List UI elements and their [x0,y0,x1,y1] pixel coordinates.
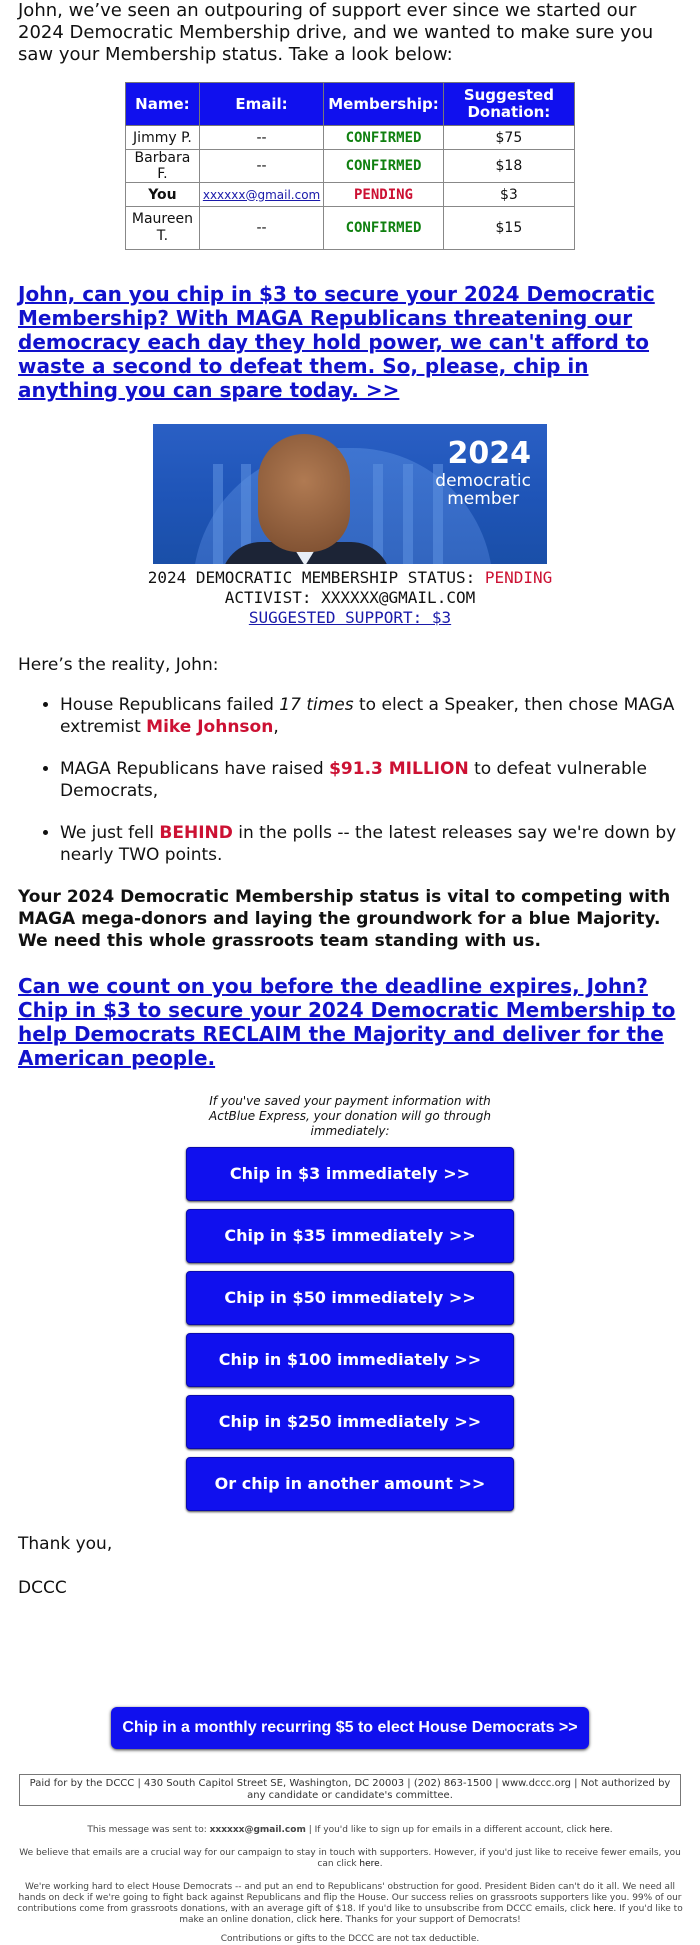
col-email: Email: [199,83,323,126]
chip-in-100-button[interactable]: Chip in $100 immediately >> [186,1333,514,1387]
chip-in-250-button[interactable]: Chip in $250 immediately >> [186,1395,514,1449]
bullet-text: to elect a Speaker, then chose MAGA extremist [60,695,675,737]
membership-status-block [0,568,700,628]
signature: DCCC [18,1578,67,1598]
monthly-recurring-button[interactable]: Chip in a monthly recurring $5 to elect House Democrats >> [111,1707,589,1749]
online-donation-link[interactable]: here [319,1915,340,1925]
column-shape [213,464,223,564]
cta-link[interactable]: Can we count on you before the deadline expires, John? Chip in $3 to secure your 2024 Democratic Membership to help Democrats RECLAIM the Majority and deliver for the American people. [18,974,676,1070]
activist-line: ACTIVIST: XXXXXX@GMAIL.COM [224,588,476,607]
status-line [0,568,700,588]
banner-line2: member [447,489,520,509]
reality-text: Here’s the reality, John: [18,655,219,675]
thank-you-text: Thank you, [18,1534,113,1554]
row-email-link[interactable]: xxxxxx@gmail.com [202,187,321,202]
row-email: -- [199,126,323,150]
footer-text: We're working hard to elect House Democrats -- and put an end to Republicans' obstruction for good. President Biden can't do it all. We need all hands on deck if we're going to fight back against Republicans and flip the House. Our success relies on grassroots supporters like you. 99% of our contributions come from grassroots donations, with an average gift of $18. If you'd like to unsubscribe from DCCC emails, click [17,1882,682,1914]
list-item [60,758,700,802]
fewer-emails-link[interactable]: here [359,1859,380,1869]
different-account-link[interactable]: here [589,1825,610,1835]
footer-text: This message was sent to: [87,1825,210,1835]
membership-importance-text: Your 2024 Democratic Membership status is vital to competing with MAGA mega-donors and laying the groundwork for a blue Majority. We need this whole grassroots team standing with us. [18,887,671,951]
status-label: 2024 DEMOCRATIC MEMBERSHIP STATUS: [147,568,476,587]
list-item [60,822,700,866]
status-value: PENDING [484,568,553,587]
banner-year: 2024 [447,436,531,471]
table-row [126,183,575,207]
bullet-highlight: $91.3 MILLION [329,759,469,779]
portrait-face [258,434,350,552]
bullet-text: in the polls -- the latest releases say we're down by nearly TWO points. [60,823,677,865]
row-status: CONFIRMED [324,150,444,183]
table-row [126,207,575,250]
row-name: Jimmy P. [126,126,200,150]
intro-text: John, we’ve seen an outpouring of support ever since we started our 2024 Democratic Membership drive, and we wanted to make sure you saw your Membership status. Take a look below: [18,0,654,65]
banner-line1: democratic [435,471,531,491]
bullet-text: MAGA Republicans have raised [60,759,330,779]
footer-text: . Thanks for your support of Democrats! [339,1915,521,1925]
footer-working-line [0,1882,700,1926]
chip-in-3-button[interactable]: Chip in $3 immediately >> [186,1147,514,1201]
footer [0,1825,700,1945]
footer-text: . If you'd like to make an online donation, click [179,1904,683,1925]
row-donation: $18 [443,150,574,183]
list-item [60,694,700,738]
row-name: Barbara F. [126,150,200,183]
bullet-highlight: BEHIND [159,823,233,843]
footer-text: We believe that emails are a crucial way for our campaign to stay in touch with supporters. However, if you'd just like to receive fewer emails, you can click [19,1848,681,1869]
donation-buttons [0,1147,700,1511]
footer-fewer-line: We believe that emails are a crucial way for our campaign to stay in touch with supporters. However, if you'd just like to receive fewer emails, you can click here. [19,1848,681,1869]
row-donation: $3 [443,183,574,207]
chip-in-35-button[interactable]: Chip in $35 immediately >> [186,1209,514,1263]
footer-tax-line: Contributions or gifts to the DCCC are not tax deductible. [220,1934,480,1944]
facts-list [0,694,700,866]
actblue-note: If you've saved your payment information with ActBlue Express, your donation will go through immediately: [209,1094,491,1138]
suggested-support-link[interactable]: SUGGESTED SUPPORT: $3 [248,608,452,627]
membership-banner-image[interactable] [153,424,547,564]
col-donation: Suggested Donation: [443,83,574,126]
row-name: Maureen T. [126,207,200,250]
table-row [126,150,575,183]
row-email: -- [199,150,323,183]
membership-table [125,82,575,250]
bullet-highlight: Mike Johnson [146,717,274,737]
row-email: -- [199,207,323,250]
footer-sent-line: This message was sent to: xxxxxx@gmail.com | If you'd like to sign up for emails in a different account, click here. [87,1825,613,1835]
chip-in-50-button[interactable]: Chip in $50 immediately >> [186,1271,514,1325]
row-email-cell [199,183,323,207]
row-status: CONFIRMED [324,126,444,150]
column-shape [403,464,413,564]
bullet-text: , [273,717,279,737]
footer-text: | If you'd like to sign up for emails in a different account, click [305,1825,590,1835]
unsubscribe-link[interactable]: here [593,1904,614,1914]
table-row [126,126,575,150]
row-name: You [126,183,200,207]
col-name: Name: [126,83,200,126]
row-donation: $15 [443,207,574,250]
col-membership: Membership: [324,83,444,126]
banner-caption [435,472,531,508]
chip-in-other-amount-button[interactable]: Or chip in another amount >> [186,1457,514,1511]
paid-for-disclaimer: Paid for by the DCCC | 430 South Capitol Street SE, Washington, DC 20003 | (202) 863-1500 | www.dccc.org | Not authorized by any candidate or candidate's committee. [19,1774,681,1806]
bullet-text: We just fell [60,823,160,843]
bullet-text: to defeat vulnerable Democrats, [60,759,647,801]
bullet-text: House Republicans failed [60,695,280,715]
table-header-row [126,83,575,126]
row-status: PENDING [324,183,444,207]
bullet-emphasis: 17 times [279,695,354,715]
row-status: CONFIRMED [324,207,444,250]
chip-in-headline-link[interactable]: John, can you chip in $3 to secure your 2024 Democratic Membership? With MAGA Republicans threatening our democracy each day they hold power, we can't afford to waste a second to defeat them. So, please, chip in anything you can spare today. >> [18,282,655,402]
footer-email: xxxxxx@gmail.com [209,1825,306,1835]
row-donation: $75 [443,126,574,150]
